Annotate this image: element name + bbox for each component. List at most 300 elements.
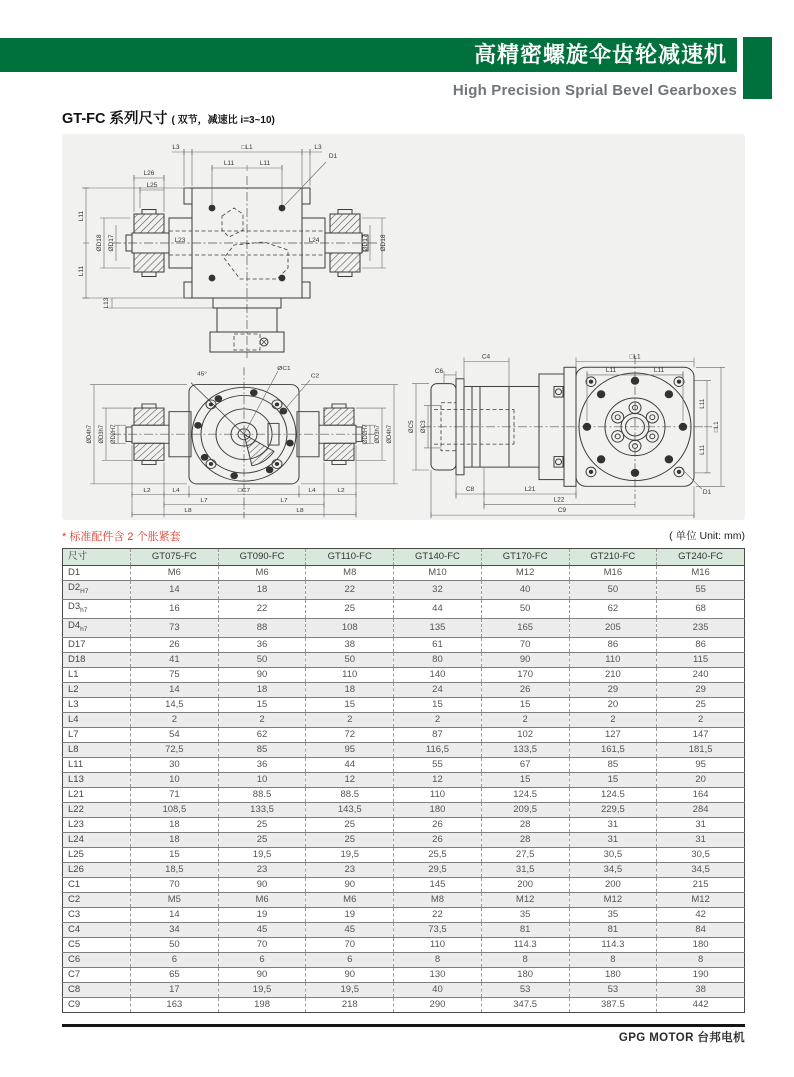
- table-row: [63, 772, 745, 787]
- table-row: [63, 637, 745, 652]
- dim-label: L11: [698, 444, 707, 455]
- table-cell: 18: [306, 682, 394, 697]
- table-cell: 284: [657, 802, 745, 817]
- table-cell: M6: [306, 892, 394, 907]
- dim-label: ØD2H7: [361, 424, 370, 445]
- table-cell: 90: [481, 652, 569, 667]
- table-cell: 12: [306, 772, 394, 787]
- table-cell: 86: [569, 637, 657, 652]
- section-title: [62, 107, 275, 128]
- table-cell: 25: [218, 832, 306, 847]
- header-green-block: [743, 37, 772, 99]
- dim-label: ØC5: [407, 420, 416, 434]
- table-cell: 19,5: [218, 847, 306, 862]
- dim-label: □L1: [712, 421, 721, 433]
- table-cell: 35: [481, 907, 569, 922]
- table-row: [63, 599, 745, 618]
- row-label: $D2_{H7}$: [63, 581, 131, 600]
- front-view-drawing: [72, 138, 412, 360]
- table-cell: 81: [481, 922, 569, 937]
- dim-label: L3: [172, 144, 180, 151]
- accessory-note: * 标准配件含 2 个胀紧套: [62, 531, 181, 543]
- table-cell: 26: [131, 637, 219, 652]
- section-title-sub: ( 双节，减速比 i=3~10): [171, 115, 275, 126]
- table-cell: 70: [218, 937, 306, 952]
- table-row: [63, 742, 745, 757]
- table-cell: 54: [131, 727, 219, 742]
- row-label: L23: [63, 817, 131, 832]
- table-cell: 115: [657, 652, 745, 667]
- table-cell: 73: [131, 618, 219, 637]
- row-label: C3: [63, 907, 131, 922]
- table-cell: 114.3: [481, 937, 569, 952]
- table-cell: 50: [131, 937, 219, 952]
- table-cell: 50: [306, 652, 394, 667]
- table-cell: 235: [657, 618, 745, 637]
- table-cell: 90: [218, 667, 306, 682]
- table-cell: 53: [569, 982, 657, 997]
- row-label: L11: [63, 757, 131, 772]
- table-cell: 15: [394, 697, 482, 712]
- table-cell: 108,5: [131, 802, 219, 817]
- table-cell: 145: [394, 877, 482, 892]
- table-cell: 108: [306, 618, 394, 637]
- row-label: C5: [63, 937, 131, 952]
- table-cell: 22: [306, 581, 394, 600]
- table-cell: 19: [306, 907, 394, 922]
- table-row: [63, 802, 745, 817]
- table-row: [63, 922, 745, 937]
- table-cell: 102: [481, 727, 569, 742]
- dim-label: ØD3h7: [373, 424, 382, 444]
- column-header: 尺寸: [63, 549, 131, 566]
- dim-label: 45°: [197, 370, 207, 378]
- table-cell: 190: [657, 967, 745, 982]
- row-label: D17: [63, 637, 131, 652]
- table-cell: 34,5: [569, 862, 657, 877]
- table-row: [63, 697, 745, 712]
- table-cell: 88.5: [306, 787, 394, 802]
- dim-label: ØD4h7: [85, 424, 94, 444]
- table-cell: 19: [218, 907, 306, 922]
- table-cell: 61: [394, 637, 482, 652]
- table-cell: 75: [131, 667, 219, 682]
- table-cell: 25,5: [394, 847, 482, 862]
- table-cell: 20: [569, 697, 657, 712]
- table-cell: 16: [131, 599, 219, 618]
- table-cell: M6: [218, 566, 306, 581]
- table-cell: 205: [569, 618, 657, 637]
- table-cell: 387.5: [569, 997, 657, 1012]
- dim-label: ØD18: [96, 234, 103, 252]
- table-cell: 130: [394, 967, 482, 982]
- table-cell: 62: [569, 599, 657, 618]
- table-row: [63, 907, 745, 922]
- table-row: [63, 727, 745, 742]
- dim-label: L11: [259, 160, 271, 167]
- column-header: GT210-FC: [569, 549, 657, 566]
- table-cell: 143,5: [306, 802, 394, 817]
- dim-label: L2: [337, 487, 345, 494]
- table-row: [63, 847, 745, 862]
- dim-label: C8: [465, 486, 475, 494]
- unit-note: ( 单位 Unit: mm): [669, 530, 745, 542]
- table-row: [63, 892, 745, 907]
- table-cell: 31: [657, 817, 745, 832]
- row-label: D18: [63, 652, 131, 667]
- table-cell: 25: [306, 832, 394, 847]
- table-cell: 18,5: [131, 862, 219, 877]
- table-cell: 85: [569, 757, 657, 772]
- dim-label: L26: [143, 170, 155, 177]
- table-cell: 22: [394, 907, 482, 922]
- table-cell: 124.5: [569, 787, 657, 802]
- footer-brand: GPG MOTOR 台邦电机: [618, 1032, 745, 1044]
- table-cell: 55: [657, 581, 745, 600]
- dim-label: C6: [434, 368, 444, 375]
- table-cell: 180: [481, 967, 569, 982]
- banner-title: 高精密螺旋伞齿轮减速机: [473, 42, 727, 67]
- table-cell: 62: [218, 727, 306, 742]
- table-cell: 72,5: [131, 742, 219, 757]
- column-header: GT110-FC: [306, 549, 394, 566]
- table-row: [63, 862, 745, 877]
- row-label: D1: [63, 566, 131, 581]
- row-label: C4: [63, 922, 131, 937]
- table-cell: 180: [569, 967, 657, 982]
- row-label: L4: [63, 712, 131, 727]
- table-cell: 45: [218, 922, 306, 937]
- table-cell: 72: [306, 727, 394, 742]
- table-row: [63, 566, 745, 581]
- table-cell: 15: [569, 772, 657, 787]
- table-cell: 124.5: [481, 787, 569, 802]
- table-cell: 181,5: [657, 742, 745, 757]
- table-cell: M6: [131, 566, 219, 581]
- table-row: [63, 997, 745, 1012]
- table-cell: 10: [218, 772, 306, 787]
- table-cell: 210: [569, 667, 657, 682]
- table-cell: 44: [394, 599, 482, 618]
- header-row: [63, 549, 745, 566]
- table-cell: 14: [131, 581, 219, 600]
- dimensions-table: [62, 548, 745, 1013]
- table-row: [63, 787, 745, 802]
- table-cell: 65: [131, 967, 219, 982]
- table-cell: 15: [306, 697, 394, 712]
- table-cell: 180: [657, 937, 745, 952]
- dim-label: L8: [296, 507, 304, 514]
- dim-label: L22: [553, 496, 565, 504]
- table-cell: 95: [306, 742, 394, 757]
- dim-label: L2: [143, 487, 151, 494]
- dim-label: L7: [200, 497, 208, 504]
- table-cell: 38: [657, 982, 745, 997]
- table-cell: 45: [306, 922, 394, 937]
- table-cell: 170: [481, 667, 569, 682]
- dim-label: C2: [310, 372, 320, 380]
- dim-label: L23: [174, 237, 186, 244]
- table-cell: 40: [481, 581, 569, 600]
- table-cell: 25: [306, 817, 394, 832]
- dim-label: L21: [524, 486, 536, 494]
- table-cell: M12: [481, 892, 569, 907]
- row-label: L24: [63, 832, 131, 847]
- column-header: GT170-FC: [481, 549, 569, 566]
- table-cell: 180: [394, 802, 482, 817]
- table-cell: 27,5: [481, 847, 569, 862]
- table-cell: 6: [218, 952, 306, 967]
- table-cell: 8: [481, 952, 569, 967]
- table-cell: M16: [569, 566, 657, 581]
- table-cell: 200: [569, 877, 657, 892]
- row-label: L2: [63, 682, 131, 697]
- table-cell: 42: [657, 907, 745, 922]
- column-header: GT240-FC: [657, 549, 745, 566]
- table-cell: 25: [657, 697, 745, 712]
- dim-label: L3: [314, 144, 322, 151]
- dim-label: ØD18: [380, 234, 387, 252]
- table-row: [63, 817, 745, 832]
- flange-face-drawing: [74, 362, 414, 520]
- row-label: L8: [63, 742, 131, 757]
- row-label: L21: [63, 787, 131, 802]
- table-row: [63, 952, 745, 967]
- table-cell: 35: [569, 907, 657, 922]
- dim-label: ØD3h7: [97, 424, 106, 444]
- row-label: L3: [63, 697, 131, 712]
- table-cell: 110: [569, 652, 657, 667]
- table-cell: 2: [569, 712, 657, 727]
- row-label: C2: [63, 892, 131, 907]
- table-cell: 218: [306, 997, 394, 1012]
- header-subtitle: High Precision Sprial Bevel Gearboxes: [452, 82, 737, 99]
- table-row: [63, 832, 745, 847]
- table-cell: 200: [481, 877, 569, 892]
- dim-label: L11: [78, 210, 85, 222]
- table-cell: 95: [657, 757, 745, 772]
- table-cell: 2: [131, 712, 219, 727]
- table-cell: 34: [131, 922, 219, 937]
- row-label: L26: [63, 862, 131, 877]
- dim-label: L4: [308, 487, 316, 494]
- table-cell: 18: [218, 682, 306, 697]
- table-cell: 163: [131, 997, 219, 1012]
- table-cell: 127: [569, 727, 657, 742]
- table-cell: 110: [394, 787, 482, 802]
- dim-label: L11: [223, 160, 235, 167]
- table-cell: 90: [218, 877, 306, 892]
- table-row: [63, 967, 745, 982]
- table-cell: M8: [394, 892, 482, 907]
- table-cell: 67: [481, 757, 569, 772]
- table-cell: 165: [481, 618, 569, 637]
- table-cell: 133,5: [481, 742, 569, 757]
- dim-label: □L1: [241, 144, 253, 151]
- table-cell: 36: [218, 637, 306, 652]
- table-row: [63, 667, 745, 682]
- table-cell: 19,5: [218, 982, 306, 997]
- column-header: GT140-FC: [394, 549, 482, 566]
- table-cell: 25: [218, 817, 306, 832]
- footer-rule: [62, 1024, 745, 1027]
- table-cell: 164: [657, 787, 745, 802]
- header-banner: [0, 38, 737, 72]
- table-cell: 30: [131, 757, 219, 772]
- table-cell: 240: [657, 667, 745, 682]
- table-cell: 53: [481, 982, 569, 997]
- table-cell: 19,5: [306, 847, 394, 862]
- table-cell: 110: [394, 937, 482, 952]
- table-cell: M16: [657, 566, 745, 581]
- column-header: GT090-FC: [218, 549, 306, 566]
- table-cell: 20: [657, 772, 745, 787]
- table-cell: 23: [306, 862, 394, 877]
- table-cell: 6: [306, 952, 394, 967]
- table-cell: 68: [657, 599, 745, 618]
- table-cell: 2: [394, 712, 482, 727]
- table-cell: 15: [481, 772, 569, 787]
- table-cell: 15: [481, 697, 569, 712]
- table-cell: 30,5: [657, 847, 745, 862]
- table-cell: 15: [131, 847, 219, 862]
- dim-label: L25: [146, 182, 158, 189]
- row-label: C8: [63, 982, 131, 997]
- table-cell: 31: [569, 817, 657, 832]
- table-cell: 26: [481, 682, 569, 697]
- table-cell: M12: [481, 566, 569, 581]
- table-cell: 442: [657, 997, 745, 1012]
- table-cell: 229,5: [569, 802, 657, 817]
- dim-label: D1: [702, 489, 712, 496]
- table-cell: 135: [394, 618, 482, 637]
- table-cell: 6: [131, 952, 219, 967]
- dim-label: ØC1: [277, 365, 291, 373]
- dim-label: L11: [698, 398, 707, 409]
- table-cell: 12: [394, 772, 482, 787]
- row-label: L22: [63, 802, 131, 817]
- table-cell: 19,5: [306, 982, 394, 997]
- dim-label: L13: [103, 297, 110, 309]
- table-cell: 38: [306, 637, 394, 652]
- column-header: GT075-FC: [131, 549, 219, 566]
- table-cell: 84: [657, 922, 745, 937]
- table-cell: 36: [218, 757, 306, 772]
- table-cell: 17: [131, 982, 219, 997]
- table-cell: 215: [657, 877, 745, 892]
- table-row: [63, 581, 745, 600]
- table-cell: 347.5: [481, 997, 569, 1012]
- table-row: [63, 982, 745, 997]
- table-cell: 50: [481, 599, 569, 618]
- table-cell: 71: [131, 787, 219, 802]
- table-cell: 32: [394, 581, 482, 600]
- table-cell: 133,5: [218, 802, 306, 817]
- table-cell: 31: [569, 832, 657, 847]
- dim-label: L11: [653, 367, 665, 375]
- table-cell: 14: [131, 907, 219, 922]
- table-cell: 50: [569, 581, 657, 600]
- table-cell: 18: [131, 817, 219, 832]
- table-cell: 44: [306, 757, 394, 772]
- dim-label: □C7: [237, 487, 251, 494]
- table-cell: 70: [306, 937, 394, 952]
- table-cell: 34,5: [657, 862, 745, 877]
- table-cell: 28: [481, 832, 569, 847]
- table-cell: 2: [657, 712, 745, 727]
- row-label: $D4_{h7}$: [63, 618, 131, 637]
- table-cell: 14,5: [131, 697, 219, 712]
- table-cell: 147: [657, 727, 745, 742]
- table-cell: 26: [394, 817, 482, 832]
- table-cell: 15: [218, 697, 306, 712]
- row-label: C6: [63, 952, 131, 967]
- table-cell: 161,5: [569, 742, 657, 757]
- table-cell: 50: [218, 652, 306, 667]
- table-cell: 90: [218, 967, 306, 982]
- dim-label: ØD2H7: [109, 424, 118, 445]
- table-cell: 18: [218, 581, 306, 600]
- dim-label: □L1: [629, 353, 641, 361]
- table-cell: 80: [394, 652, 482, 667]
- table-cell: 110: [306, 667, 394, 682]
- table-cell: 29,5: [394, 862, 482, 877]
- row-label: L13: [63, 772, 131, 787]
- table-cell: 116,5: [394, 742, 482, 757]
- dim-label: ØD17: [108, 234, 115, 252]
- table-cell: M12: [657, 892, 745, 907]
- row-label: L1: [63, 667, 131, 682]
- table-cell: 81: [569, 922, 657, 937]
- dim-label: L7: [280, 497, 288, 504]
- table-row: [63, 877, 745, 892]
- table-cell: 22: [218, 599, 306, 618]
- table-cell: 8: [569, 952, 657, 967]
- table-cell: M12: [569, 892, 657, 907]
- table-cell: 88: [218, 618, 306, 637]
- table-cell: 85: [218, 742, 306, 757]
- table-cell: 209,5: [481, 802, 569, 817]
- table-cell: 31,5: [481, 862, 569, 877]
- table-cell: 90: [306, 967, 394, 982]
- table-cell: 86: [657, 637, 745, 652]
- table-cell: 41: [131, 652, 219, 667]
- table-cell: 24: [394, 682, 482, 697]
- table-cell: 30,5: [569, 847, 657, 862]
- row-label: C7: [63, 967, 131, 982]
- table-cell: 87: [394, 727, 482, 742]
- table-cell: M5: [131, 892, 219, 907]
- table-cell: 290: [394, 997, 482, 1012]
- row-label: L7: [63, 727, 131, 742]
- dim-label: ØD17: [362, 234, 369, 252]
- table-row: [63, 682, 745, 697]
- row-label: L25: [63, 847, 131, 862]
- table-cell: 25: [306, 599, 394, 618]
- dim-label: ØD4h7: [385, 424, 394, 444]
- table-cell: 55: [394, 757, 482, 772]
- table-cell: 40: [394, 982, 482, 997]
- table-cell: 2: [306, 712, 394, 727]
- dim-label: ØC3: [419, 420, 428, 434]
- section-title-main: GT-FC 系列尺寸: [62, 111, 168, 127]
- table-cell: 29: [569, 682, 657, 697]
- dim-label: D1: [328, 153, 338, 160]
- row-label: C1: [63, 877, 131, 892]
- table-row: [63, 618, 745, 637]
- table-cell: 140: [394, 667, 482, 682]
- dim-label: L11: [605, 367, 617, 375]
